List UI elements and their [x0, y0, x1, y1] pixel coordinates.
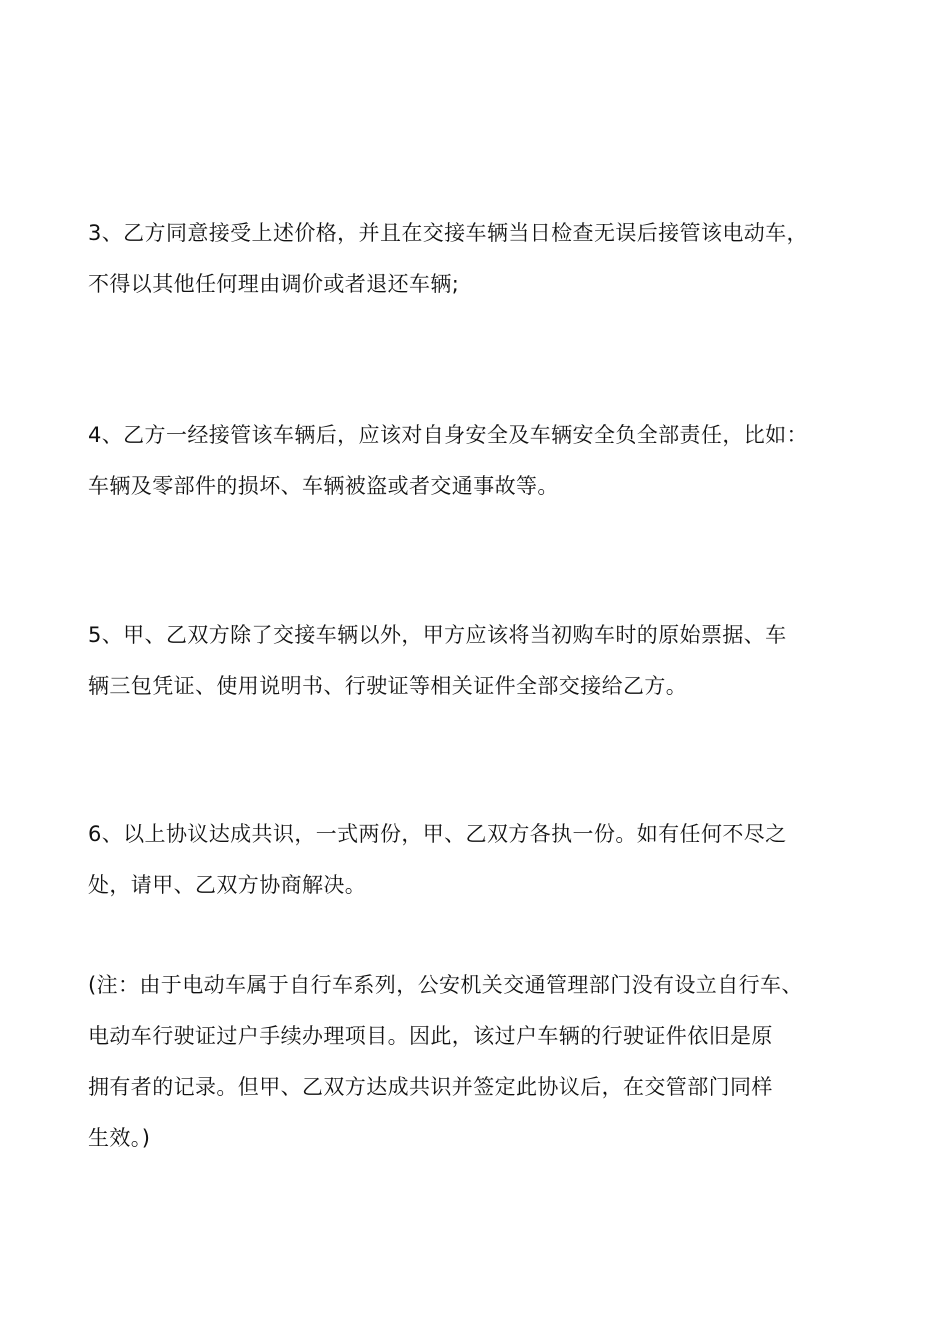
clause-4-line-1: 4、乙方一经接管该车辆后，应该对自身安全及车辆安全负全部责任，比如：: [88, 423, 808, 447]
clause-3-line-2: 不得以其他任何理由调价或者退还车辆;: [88, 272, 460, 296]
clause-6-paragraph: [88, 809, 878, 911]
clause-4-paragraph: [88, 410, 878, 512]
clause-5-paragraph: [88, 610, 878, 712]
clause-6-line-1: 6、以上协议达成共识，一式两份，甲、乙双方各执一份。如有任何不尽之: [88, 822, 787, 846]
clause-3-paragraph: [88, 208, 878, 310]
note-line-1: (注：由于电动车属于自行车系列，公安机关交通管理部门没有设立自行车、: [88, 973, 803, 997]
note-paragraph: [88, 960, 878, 1164]
clause-3-line-1: 3、乙方同意接受上述价格，并且在交接车辆当日检查无误后接管该电动车，: [88, 221, 808, 245]
note-line-4: 生效。): [88, 1126, 151, 1150]
clause-5-line-2: 辆三包凭证、使用说明书、行驶证等相关证件全部交接给乙方。: [88, 674, 688, 698]
note-line-2: 电动车行驶证过户手续办理项目。因此，该过户车辆的行驶证件依旧是原: [88, 1024, 773, 1048]
clause-4-line-2: 车辆及零部件的损坏、车辆被盗或者交通事故等。: [88, 474, 559, 498]
note-line-3: 拥有者的记录。但甲、乙双方达成共识并签定此协议后，在交管部门同样: [88, 1075, 773, 1099]
clause-5-line-1: 5、甲、乙双方除了交接车辆以外，甲方应该将当初购车时的原始票据、车: [88, 623, 787, 647]
clause-6-line-2: 处，请甲、乙双方协商解决。: [88, 873, 367, 897]
